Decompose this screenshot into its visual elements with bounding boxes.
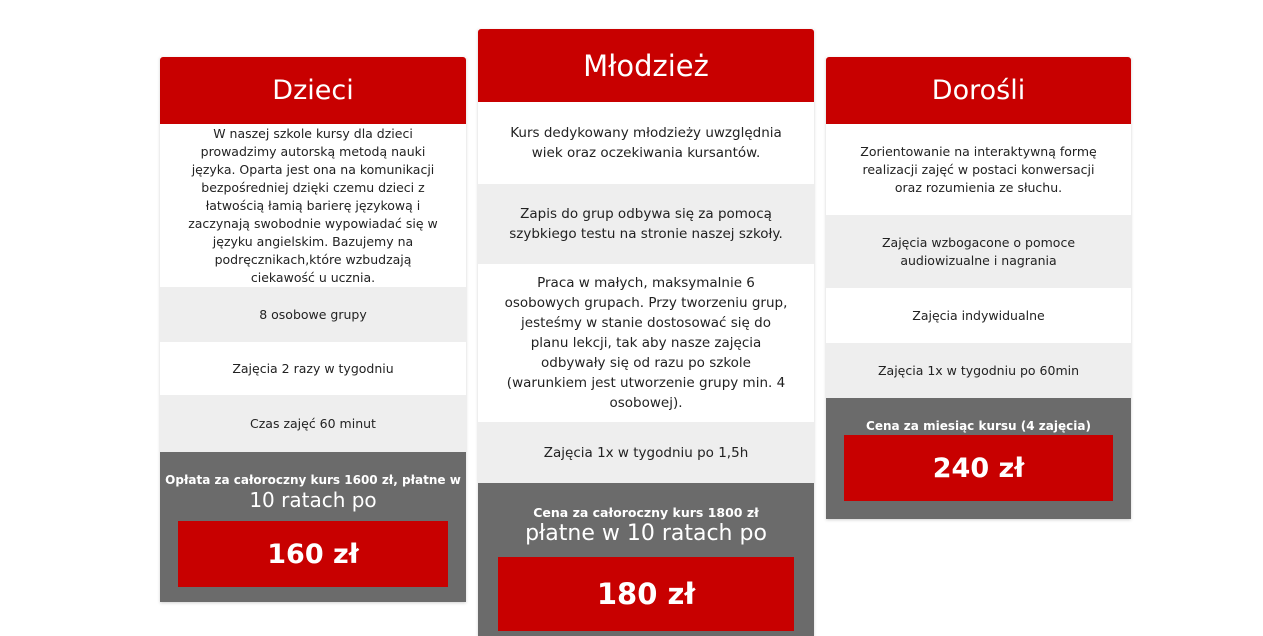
pricing-card-dorosli [826,57,1131,519]
feature-row: Praca w małych, maksymalnie 6 osobowych grupach. Przy tworzeniu grup, jesteśmy w stanie dostosować się do planu lekcji, tak aby nasze zajęcia odbywały się od razu po szkole (warunkiem jest utworzenie grupy min. 4 osobowej). [504,275,788,411]
price-section [826,398,1131,519]
price-button[interactable]: 180 zł [498,557,794,631]
price-button[interactable]: 160 zł [178,521,448,587]
price-installments: 10 ratach po [249,488,377,512]
card-description: W naszej szkole kursy dla dzieci prowadzimy autorską metodą nauki języka. Oparta jest ona na komunikacji bezpośredniej dzięki czemu dzieci z łatwością łamią barierę językową i zaczynają swobodnie wypowiadać się w języku angielskim. Bazujemy na podręcznikach,które wzbudzają ciekawość u ucznia. [188,125,438,285]
feature-row: Zajęcia indywidualne [912,307,1045,323]
feature-row: Zajęcia 1x w tygodniu po 1,5h [478,422,814,483]
price-description: Cena za całoroczny kurs 1800 zł [533,505,759,520]
feature-row: Czas zajęć 60 minut [160,395,466,452]
pricing-card-mlodziez [478,29,814,636]
price-section [160,452,466,602]
feature-row: Zapis do grup odbywa się za pomocą szybkiego testu na stronie naszej szkoły. [478,184,814,264]
card-title: Dorośli [826,57,1131,124]
card-title: Dzieci [160,57,466,124]
feature-row: Zajęcia wzbogacone o pomoce audiowizualne i nagrania [826,215,1131,288]
price-description: Cena za miesiąc kursu (4 zajęcia) [866,419,1091,433]
feature-row: Zajęcia 2 razy w tygodniu [232,360,394,376]
price-description: Opłata za całoroczny kurs 1600 zł, płatne w [165,473,461,487]
price-button[interactable]: 240 zł [844,435,1113,501]
card-title: Młodzież [478,29,814,102]
card-description: Zorientowanie na interaktywną formę realizacji zajęć w postaci konwersacji oraz rozumienia ze słuchu. [860,143,1097,195]
pricing-card-dzieci [160,57,466,602]
price-installments: płatne w 10 ratach po [525,521,767,546]
feature-row: 8 osobowe grupy [160,287,466,342]
price-section [478,483,814,636]
card-description: Kurs dedykowany młodzieży uwzględnia wiek oraz oczekiwania kursantów. [510,125,782,161]
feature-row: Zajęcia 1x w tygodniu po 60min [826,343,1131,398]
